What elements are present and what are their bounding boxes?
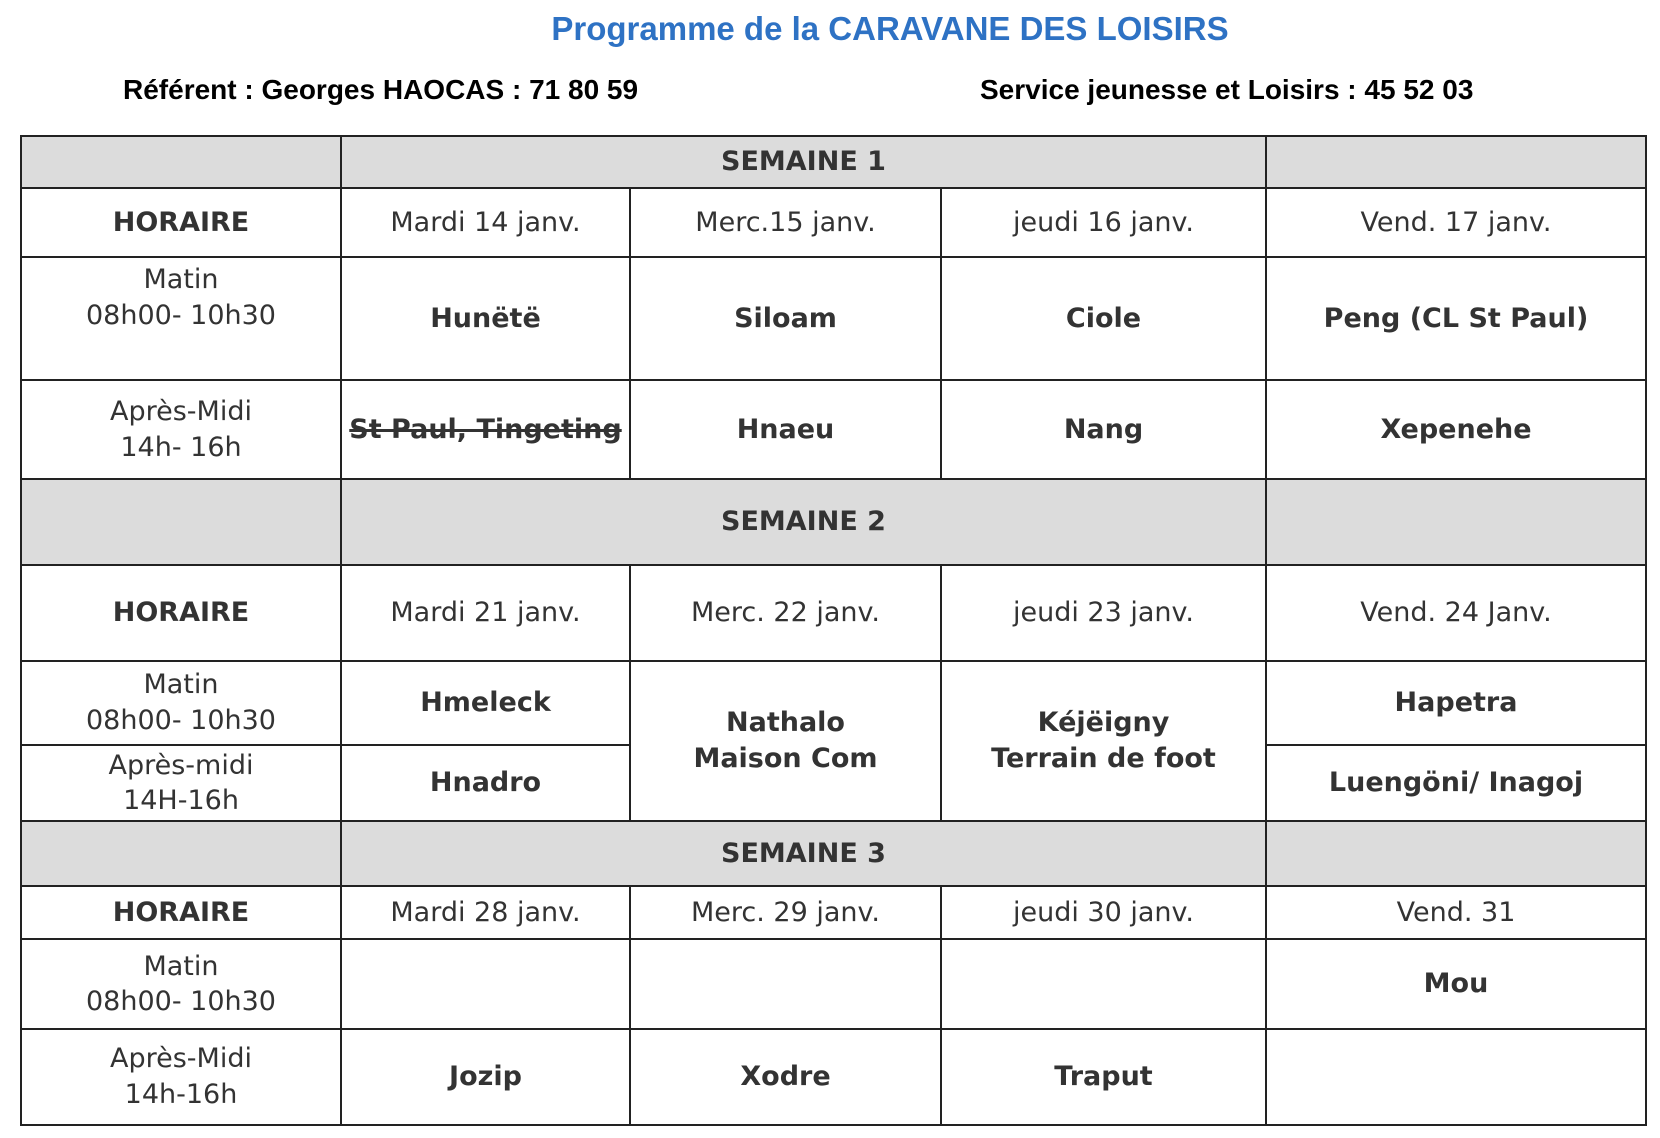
week-1-afternoon-place-4: Xepenehe: [1266, 380, 1646, 479]
slot-time: 14h- 16h: [120, 431, 242, 463]
week-2-morning-place-1: Hmeleck: [341, 661, 630, 745]
week-1-morning-row: [21, 257, 1646, 380]
week-3-afternoon-place-1: Jozip: [341, 1029, 630, 1125]
place-line-1: Nathalo: [726, 707, 845, 739]
week-1-afternoon-row: [21, 380, 1646, 479]
week-1-morning-place-1: Hunëtë: [341, 257, 630, 380]
week-2-days-row: [21, 565, 1646, 661]
week-2-morning-row: [21, 661, 1646, 745]
week-2-morning-slot: [21, 661, 341, 745]
service-contact: Service jeunesse et Loisirs : 45 52 03: [980, 74, 1474, 105]
week-3-afternoon-row: [21, 1029, 1646, 1125]
week-2-day-1: Mardi 21 janv.: [341, 565, 630, 661]
week-2-day-3: jeudi 23 janv.: [941, 565, 1266, 661]
slot-label: Après-Midi: [110, 395, 252, 427]
slot-time: 08h00- 10h30: [86, 299, 276, 331]
slot-time: 14H-16h: [123, 785, 239, 817]
week-1-days-row: [21, 188, 1646, 257]
week-2-allday-place-3: [941, 661, 1266, 822]
week-3-afternoon-place-3: Traput: [941, 1029, 1266, 1125]
week-3-horaire: HORAIRE: [21, 886, 341, 939]
week-3-afternoon-place-4: [1266, 1029, 1646, 1125]
week-3-day-1: Mardi 28 janv.: [341, 886, 630, 939]
slot-label: Après-Midi: [110, 1043, 252, 1075]
week-2-day-4: Vend. 24 Janv.: [1266, 565, 1646, 661]
week-3-afternoon-slot: [21, 1029, 341, 1125]
week-1-header-blank-left: [21, 136, 341, 188]
week-3-day-4: Vend. 31: [1266, 886, 1646, 939]
slot-label: Matin: [143, 669, 219, 701]
week-1-morning-place-4: Peng (CL St Paul): [1266, 257, 1646, 380]
week-3-morning-place-1: [341, 939, 630, 1029]
week-1-afternoon-place-1-struck: St Paul, Tingeting: [341, 380, 630, 479]
week-3-header-blank-right: [1266, 821, 1646, 886]
week-1-day-3: jeudi 16 janv.: [941, 188, 1266, 257]
place-line-2: Terrain de foot: [991, 743, 1216, 774]
week-1-morning-place-2: Siloam: [630, 257, 941, 380]
week-2-header-row: [21, 479, 1646, 565]
schedule-table: [20, 135, 1647, 1126]
week-1-afternoon-place-3: Nang: [941, 380, 1266, 479]
week-1-horaire: HORAIRE: [21, 188, 341, 257]
week-3-header-row: [21, 821, 1646, 886]
week-1-day-2: Merc.15 janv.: [630, 188, 941, 257]
week-3-label: SEMAINE 3: [341, 821, 1266, 886]
week-3-afternoon-place-2: Xodre: [630, 1029, 941, 1125]
referent-contact: Référent : Georges HAOCAS : 71 80 59: [123, 74, 639, 105]
week-2-afternoon-place-1: Hnadro: [341, 745, 630, 821]
week-1-morning-slot: [21, 257, 341, 380]
week-1-afternoon-place-2: Hnaeu: [630, 380, 941, 479]
week-1-afternoon-slot: [21, 380, 341, 479]
week-1-day-4: Vend. 17 janv.: [1266, 188, 1646, 257]
page-title: Programme de la CARAVANE DES LOISIRS: [551, 10, 1229, 47]
slot-label: Matin: [143, 950, 219, 982]
week-3-morning-slot: [21, 939, 341, 1029]
week-2-morning-place-4: Hapetra: [1266, 661, 1646, 745]
week-2-allday-place-2: [630, 661, 941, 822]
week-3-days-row: [21, 886, 1646, 939]
week-3-morning-place-3: [941, 939, 1266, 1029]
week-3-morning-place-4: Mou: [1266, 939, 1646, 1029]
slot-label: Matin: [143, 263, 219, 295]
week-3-morning-place-2: [630, 939, 941, 1029]
week-2-label: SEMAINE 2: [341, 479, 1266, 565]
slot-time: 08h00- 10h30: [86, 704, 276, 736]
week-2-afternoon-slot: [21, 745, 341, 821]
week-1-header-blank-right: [1266, 136, 1646, 188]
week-1-morning-place-3: Ciole: [941, 257, 1266, 380]
slot-label: Après-midi: [108, 749, 254, 781]
week-2-header-blank-left: [21, 479, 341, 565]
week-2-afternoon-place-4: Luengöni/ Inagoj: [1266, 745, 1646, 821]
week-1-header-row: [21, 136, 1646, 188]
place-line-2: Maison Com: [693, 743, 878, 774]
week-2-header-blank-right: [1266, 479, 1646, 565]
week-2-day-2: Merc. 22 janv.: [630, 565, 941, 661]
slot-time: 08h00- 10h30: [86, 986, 276, 1018]
slot-time: 14h-16h: [124, 1078, 238, 1110]
place-line-1: Kéjëigny: [1037, 707, 1170, 739]
week-3-morning-row: [21, 939, 1646, 1029]
week-3-day-3: jeudi 30 janv.: [941, 886, 1266, 939]
week-1-day-1: Mardi 14 janv.: [341, 188, 630, 257]
week-3-header-blank-left: [21, 821, 341, 886]
week-3-day-2: Merc. 29 janv.: [630, 886, 941, 939]
week-2-horaire: HORAIRE: [21, 565, 341, 661]
week-1-label: SEMAINE 1: [341, 136, 1266, 188]
